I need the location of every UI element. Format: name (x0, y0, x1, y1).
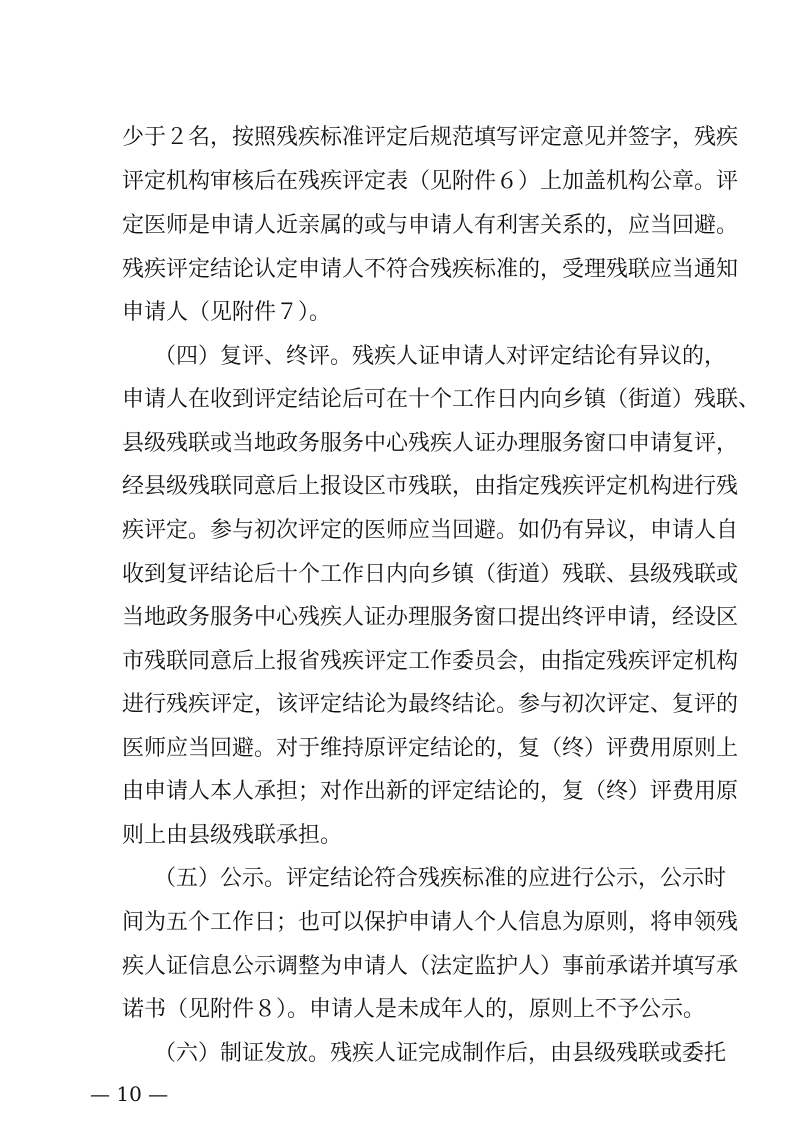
text-line: 县级残联或当地政务服务中心残疾人证办理服务窗口申请复评， (122, 431, 739, 456)
text-line: 申请人在收到评定结论后可在十个工作日内向乡镇（街道）残联、 (122, 387, 761, 412)
paragraph-heading-line: （五）公示。评定结论符合残疾标准的应进行公示，公示时 (154, 866, 727, 891)
paragraph-heading-line: （六）制证发放。残疾人证完成制作后，由县级残联或委托 (154, 1041, 727, 1066)
text-line: 进行残疾评定，该评定结论为最终结论。参与初次评定、复评的 (122, 692, 739, 717)
text-line: 市残联同意后上报省残疾评定工作委员会，由指定残疾评定机构 (122, 649, 739, 674)
text-line: 由申请人本人承担；对作出新的评定结论的，复（终）评费用原 (122, 779, 739, 804)
text-line: 经县级残联同意后上报设区市残联，由指定残疾评定机构进行残 (122, 474, 739, 499)
text-line: 则上由县级残联承担。 (122, 823, 343, 848)
text-line: 定医师是申请人近亲属的或与申请人有利害关系的，应当回避。 (122, 213, 739, 238)
text-line: 收到复评结论后十个工作日内向乡镇（街道）残联、县级残联或 (122, 562, 739, 587)
text-line: 少于２名，按照残疾标准评定后规范填写评定意见并签字，残疾 (122, 125, 739, 150)
text-line: 诺书（见附件８）。申请人是未成年人的，原则上不予公示。 (122, 997, 706, 1022)
text-line: 医师应当回避。对于维持原评定结论的，复（终）评费用原则上 (122, 736, 739, 761)
text-line: 残疾评定结论认定申请人不符合残疾标准的，受理残联应当通知 (122, 257, 739, 282)
text-line: 申请人（见附件７）。 (122, 300, 332, 325)
text-line: 疾评定。参与初次评定的医师应当回避。如仍有异议，申请人自 (122, 518, 739, 543)
text-line: 当地政务服务中心残疾人证办理服务窗口提出终评申请，经设区 (122, 605, 739, 630)
text-line: 疾人证信息公示调整为申请人（法定监护人）事前承诺并填写承 (122, 954, 739, 979)
text-line: 评定机构审核后在残疾评定表（见附件６）上加盖机构公章。评 (122, 169, 739, 194)
text-line: 间为五个工作日；也可以保护申请人个人信息为原则，将申领残 (122, 910, 739, 935)
paragraph-heading-line: （四）复评、终评。残疾人证申请人对评定结论有异议的， (154, 344, 727, 369)
page-number: — 10 — (90, 1082, 169, 1106)
